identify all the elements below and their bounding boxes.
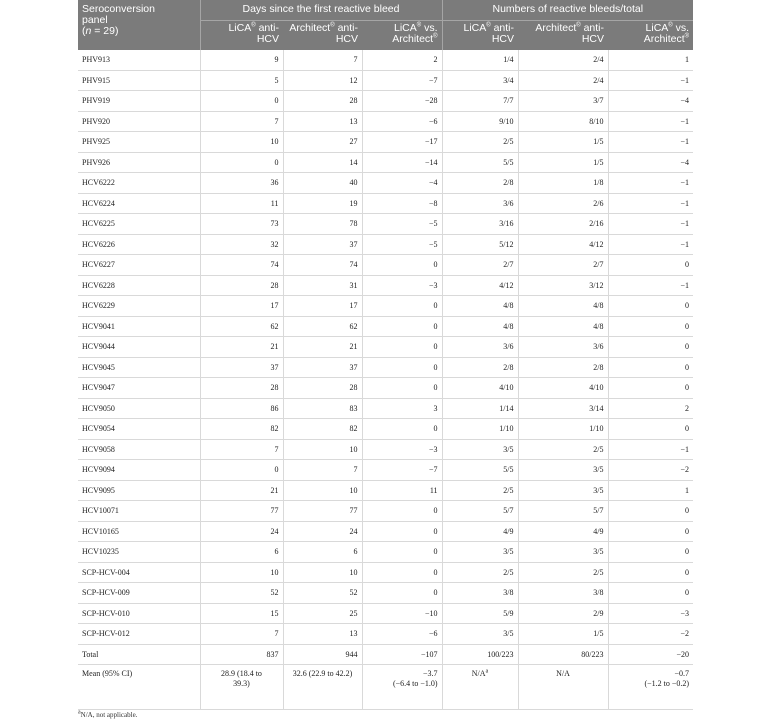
cell-bleeds-architect: 1/5 — [518, 624, 608, 645]
cell-bleeds-diff: 0 — [608, 542, 693, 563]
panel-header-n-var: n — [85, 25, 92, 37]
cell-panel-name: PHV919 — [78, 91, 200, 112]
cell-bleeds-lica: 5/5 — [442, 460, 518, 481]
cell-bleeds-lica: 3/16 — [442, 214, 518, 235]
cell-bleeds-diff: 0 — [608, 255, 693, 276]
cell-bleeds-lica: 2/5 — [442, 132, 518, 153]
cell-bleeds-diff: −1 — [608, 193, 693, 214]
cell-bleeds-architect: 4/9 — [518, 521, 608, 542]
cell-days-diff: −6 — [362, 111, 442, 132]
cell-bleeds-architect: 2/4 — [518, 70, 608, 91]
cell-bleeds-lica: 5/5 — [442, 152, 518, 173]
cell-days-lica: 10 — [200, 132, 283, 153]
table-row — [78, 337, 693, 358]
cell-days-architect: 17 — [283, 296, 362, 317]
cell-days-diff: 0 — [362, 296, 442, 317]
cell-bleeds-lica: 2/8 — [442, 357, 518, 378]
cell-days-architect: 40 — [283, 173, 362, 194]
cell-days-lica: 837 — [200, 644, 283, 665]
table-row — [78, 480, 693, 501]
cell-days-diff: 0 — [362, 337, 442, 358]
cell-bleeds-architect: 2/7 — [518, 255, 608, 276]
cell-bleeds-lica: 2/7 — [442, 255, 518, 276]
table-row — [78, 542, 693, 563]
cell-bleeds-architect: 4/8 — [518, 296, 608, 317]
cell-panel-name: HCV6224 — [78, 193, 200, 214]
cell-panel-name: HCV10235 — [78, 542, 200, 563]
table-row — [78, 419, 693, 440]
cell-bleeds-architect: 3/12 — [518, 275, 608, 296]
table-row — [78, 111, 693, 132]
cell-days-lica: 21 — [200, 480, 283, 501]
mean-bleeds-lica: $N/A^a$ — [442, 665, 518, 710]
cell-bleeds-lica: 5/12 — [442, 234, 518, 255]
panel-header-line2: panel — [82, 14, 108, 26]
mean-row — [78, 665, 693, 710]
cell-days-diff: 0 — [362, 521, 442, 542]
cell-panel-name: HCV9094 — [78, 460, 200, 481]
table-row — [78, 501, 693, 522]
cell-days-lica: 77 — [200, 501, 283, 522]
cell-panel-name: HCV9054 — [78, 419, 200, 440]
cell-bleeds-lica: 4/10 — [442, 378, 518, 399]
cell-bleeds-architect: 2/6 — [518, 193, 608, 214]
cell-days-architect: 14 — [283, 152, 362, 173]
table-row — [78, 583, 693, 604]
cell-panel-name: PHV926 — [78, 152, 200, 173]
cell-days-lica: 86 — [200, 398, 283, 419]
cell-days-architect: 62 — [283, 316, 362, 337]
cell-days-lica: 9 — [200, 50, 283, 70]
cell-bleeds-lica: 100/223 — [442, 644, 518, 665]
cell-days-lica: 11 — [200, 193, 283, 214]
cell-days-architect: 10 — [283, 562, 362, 583]
cell-bleeds-lica: 3/5 — [442, 624, 518, 645]
cell-days-diff: 0 — [362, 255, 442, 276]
cell-bleeds-architect: 2/8 — [518, 357, 608, 378]
table-row — [78, 152, 693, 173]
group-header-bleeds: Numbers of reactive bleeds/total — [442, 0, 693, 21]
cell-bleeds-diff: 1 — [608, 480, 693, 501]
cell-days-architect: 6 — [283, 542, 362, 563]
mean-days-lica: 28.9 (18.4 to 39.3) — [200, 665, 283, 710]
cell-days-architect: 78 — [283, 214, 362, 235]
cell-bleeds-diff: 0 — [608, 296, 693, 317]
cell-bleeds-architect: 2/4 — [518, 50, 608, 70]
cell-days-architect: 83 — [283, 398, 362, 419]
cell-days-architect: 27 — [283, 132, 362, 153]
cell-bleeds-architect: 3/5 — [518, 542, 608, 563]
cell-days-lica: 7 — [200, 439, 283, 460]
cell-panel-name: HCV9095 — [78, 480, 200, 501]
cell-days-architect: 19 — [283, 193, 362, 214]
cell-days-architect: 52 — [283, 583, 362, 604]
cell-bleeds-lica: 2/5 — [442, 480, 518, 501]
cell-bleeds-diff: 0 — [608, 562, 693, 583]
cell-panel-name: SCP-HCV-012 — [78, 624, 200, 645]
cell-bleeds-architect: 1/8 — [518, 173, 608, 194]
table-row — [78, 378, 693, 399]
cell-days-diff: −17 — [362, 132, 442, 153]
cell-panel-name: PHV920 — [78, 111, 200, 132]
cell-days-architect: 13 — [283, 624, 362, 645]
cell-bleeds-lica: 4/9 — [442, 521, 518, 542]
column-header-panel — [78, 0, 200, 50]
cell-bleeds-diff: 2 — [608, 398, 693, 419]
panel-header-line1: Seroconversion — [82, 3, 155, 15]
cell-days-diff: 0 — [362, 562, 442, 583]
cell-days-lica: 17 — [200, 296, 283, 317]
cell-days-lica: 36 — [200, 173, 283, 194]
cell-days-diff: 0 — [362, 501, 442, 522]
cell-days-architect: 31 — [283, 275, 362, 296]
mean-days-diff: −3.7 (−6.4 to −1.0) — [362, 665, 442, 710]
cell-days-lica: 74 — [200, 255, 283, 276]
cell-days-diff: 0 — [362, 419, 442, 440]
table-row — [78, 562, 693, 583]
cell-days-lica: 5 — [200, 70, 283, 91]
cell-days-lica: 0 — [200, 460, 283, 481]
table-row — [78, 296, 693, 317]
cell-days-architect: 13 — [283, 111, 362, 132]
cell-days-lica: 15 — [200, 603, 283, 624]
table-row — [78, 173, 693, 194]
cell-panel-name: PHV913 — [78, 50, 200, 70]
cell-days-diff: 2 — [362, 50, 442, 70]
table-row — [78, 275, 693, 296]
cell-days-diff: −107 — [362, 644, 442, 665]
cell-bleeds-lica: 3/8 — [442, 583, 518, 604]
cell-days-lica: 21 — [200, 337, 283, 358]
cell-bleeds-diff: 0 — [608, 316, 693, 337]
cell-days-diff: −14 — [362, 152, 442, 173]
cell-bleeds-lica: 7/7 — [442, 91, 518, 112]
cell-bleeds-architect: 2/5 — [518, 439, 608, 460]
table-row — [78, 460, 693, 481]
cell-days-diff: −6 — [362, 624, 442, 645]
cell-bleeds-diff: 0 — [608, 337, 693, 358]
seroconversion-table — [78, 0, 693, 710]
cell-days-lica: 52 — [200, 583, 283, 604]
cell-bleeds-diff: 1 — [608, 50, 693, 70]
cell-days-diff: −7 — [362, 460, 442, 481]
cell-panel-name: SCP-HCV-010 — [78, 603, 200, 624]
table-footnote — [78, 711, 137, 719]
cell-days-lica: 82 — [200, 419, 283, 440]
table-row — [78, 316, 693, 337]
cell-days-lica: 10 — [200, 562, 283, 583]
cell-days-architect: 7 — [283, 50, 362, 70]
cell-panel-name: HCV10071 — [78, 501, 200, 522]
cell-bleeds-diff: −2 — [608, 460, 693, 481]
cell-panel-name: HCV9045 — [78, 357, 200, 378]
cell-panel-name: HCV10165 — [78, 521, 200, 542]
cell-bleeds-diff: −2 — [608, 624, 693, 645]
cell-days-lica: 7 — [200, 624, 283, 645]
cell-bleeds-diff: 0 — [608, 419, 693, 440]
cell-bleeds-architect: 1/5 — [518, 152, 608, 173]
cell-days-lica: 28 — [200, 275, 283, 296]
group-header-days: Days since the first reactive bleed — [200, 0, 442, 21]
cell-days-lica: 37 — [200, 357, 283, 378]
column-header-days-architect: Architect® anti- HCV — [283, 21, 362, 51]
table-header — [78, 0, 693, 50]
cell-panel-name: HCV6226 — [78, 234, 200, 255]
table-body — [78, 50, 693, 710]
cell-days-diff: −10 — [362, 603, 442, 624]
cell-days-diff: 0 — [362, 583, 442, 604]
cell-days-diff: −5 — [362, 234, 442, 255]
cell-days-architect: 12 — [283, 70, 362, 91]
table-row — [78, 70, 693, 91]
cell-days-architect: 74 — [283, 255, 362, 276]
cell-panel-name: PHV915 — [78, 70, 200, 91]
cell-days-lica: 0 — [200, 152, 283, 173]
cell-bleeds-architect: 2/9 — [518, 603, 608, 624]
cell-days-lica: 6 — [200, 542, 283, 563]
cell-panel-name: HCV9041 — [78, 316, 200, 337]
table-row — [78, 234, 693, 255]
cell-bleeds-architect: 80/223 — [518, 644, 608, 665]
cell-days-architect: 82 — [283, 419, 362, 440]
cell-bleeds-lica: 1/4 — [442, 50, 518, 70]
total-row — [78, 644, 693, 665]
cell-bleeds-diff: 0 — [608, 378, 693, 399]
mean-label: Mean (95% CI) — [78, 665, 200, 710]
cell-bleeds-lica: 3/4 — [442, 70, 518, 91]
cell-days-architect: 24 — [283, 521, 362, 542]
cell-panel-name: SCP-HCV-004 — [78, 562, 200, 583]
cell-bleeds-diff: −3 — [608, 603, 693, 624]
cell-days-architect: 28 — [283, 91, 362, 112]
cell-panel-name: HCV9050 — [78, 398, 200, 419]
cell-bleeds-lica: 2/5 — [442, 562, 518, 583]
cell-days-diff: −5 — [362, 214, 442, 235]
cell-panel-name: HCV6227 — [78, 255, 200, 276]
cell-bleeds-diff: −1 — [608, 214, 693, 235]
cell-bleeds-architect: 3/6 — [518, 337, 608, 358]
cell-days-lica: 0 — [200, 91, 283, 112]
cell-bleeds-diff: 0 — [608, 583, 693, 604]
cell-bleeds-diff: −1 — [608, 173, 693, 194]
cell-bleeds-diff: 0 — [608, 501, 693, 522]
cell-panel-name: HCV6222 — [78, 173, 200, 194]
cell-bleeds-lica: 3/5 — [442, 439, 518, 460]
column-header-days-lica: LiCA® anti- HCV — [200, 21, 283, 51]
cell-bleeds-architect: 4/8 — [518, 316, 608, 337]
footnote-text: N/A, not applicable. — [80, 711, 138, 719]
cell-days-architect: 28 — [283, 378, 362, 399]
panel-header-n-value: = 29) — [91, 25, 119, 37]
cell-days-diff: −8 — [362, 193, 442, 214]
cell-bleeds-architect: 3/5 — [518, 460, 608, 481]
table-row — [78, 603, 693, 624]
cell-bleeds-architect: 3/7 — [518, 91, 608, 112]
cell-bleeds-lica: 9/10 — [442, 111, 518, 132]
cell-days-lica: 28 — [200, 378, 283, 399]
cell-days-diff: −28 — [362, 91, 442, 112]
mean-bleeds-diff: −0.7 (−1.2 to −0.2) — [608, 665, 693, 710]
table-row — [78, 357, 693, 378]
cell-days-lica: 7 — [200, 111, 283, 132]
cell-bleeds-diff: −1 — [608, 111, 693, 132]
cell-days-architect: 10 — [283, 480, 362, 501]
cell-days-diff: −4 — [362, 173, 442, 194]
table-row — [78, 132, 693, 153]
cell-bleeds-lica: 3/6 — [442, 193, 518, 214]
table-row — [78, 255, 693, 276]
cell-days-architect: 21 — [283, 337, 362, 358]
cell-bleeds-lica: 3/6 — [442, 337, 518, 358]
cell-bleeds-diff: −20 — [608, 644, 693, 665]
cell-days-architect: 10 — [283, 439, 362, 460]
cell-days-diff: −7 — [362, 70, 442, 91]
cell-days-architect: 7 — [283, 460, 362, 481]
cell-bleeds-diff: −1 — [608, 132, 693, 153]
cell-bleeds-architect: 4/12 — [518, 234, 608, 255]
cell-bleeds-architect: 1/10 — [518, 419, 608, 440]
table-row — [78, 521, 693, 542]
cell-days-lica: 73 — [200, 214, 283, 235]
cell-bleeds-diff: −1 — [608, 439, 693, 460]
cell-panel-name: HCV9058 — [78, 439, 200, 460]
cell-bleeds-architect: 5/7 — [518, 501, 608, 522]
cell-bleeds-lica: 3/5 — [442, 542, 518, 563]
cell-bleeds-diff: 0 — [608, 521, 693, 542]
cell-bleeds-architect: 3/14 — [518, 398, 608, 419]
cell-days-architect: 25 — [283, 603, 362, 624]
table-row — [78, 439, 693, 460]
table-row — [78, 91, 693, 112]
mean-bleeds-architect: N/A — [518, 665, 608, 710]
cell-bleeds-diff: −1 — [608, 70, 693, 91]
cell-days-diff: 0 — [362, 316, 442, 337]
cell-days-architect: 77 — [283, 501, 362, 522]
data-table-container — [78, 0, 693, 710]
cell-panel-name: HCV6229 — [78, 296, 200, 317]
panel-header-n-open: ( — [82, 25, 86, 37]
cell-bleeds-architect: 2/5 — [518, 562, 608, 583]
cell-days-diff: 0 — [362, 378, 442, 399]
cell-panel-name: HCV9047 — [78, 378, 200, 399]
cell-bleeds-diff: −1 — [608, 234, 693, 255]
table-row — [78, 398, 693, 419]
cell-bleeds-diff: −1 — [608, 275, 693, 296]
cell-bleeds-architect: 8/10 — [518, 111, 608, 132]
cell-bleeds-architect: 4/10 — [518, 378, 608, 399]
cell-days-architect: 37 — [283, 357, 362, 378]
table-row — [78, 50, 693, 70]
column-header-bleeds-diff: LiCA® vs. Architect® — [608, 21, 693, 51]
cell-bleeds-diff: −4 — [608, 91, 693, 112]
cell-bleeds-lica: 1/14 — [442, 398, 518, 419]
cell-bleeds-architect: 3/5 — [518, 480, 608, 501]
cell-days-architect: 37 — [283, 234, 362, 255]
cell-bleeds-diff: 0 — [608, 357, 693, 378]
table-row — [78, 193, 693, 214]
column-header-bleeds-lica: LiCA® anti- HCV — [442, 21, 518, 51]
cell-days-diff: 0 — [362, 357, 442, 378]
cell-panel-name: PHV925 — [78, 132, 200, 153]
footnote-marker: a — [78, 709, 81, 716]
cell-bleeds-lica: 1/10 — [442, 419, 518, 440]
cell-days-lica: 32 — [200, 234, 283, 255]
table-row — [78, 214, 693, 235]
cell-panel-name: SCP-HCV-009 — [78, 583, 200, 604]
cell-bleeds-architect: 3/8 — [518, 583, 608, 604]
column-header-days-diff: LiCA® vs. Architect® — [362, 21, 442, 51]
mean-days-architect: 32.6 (22.9 to 42.2) — [283, 665, 362, 710]
cell-days-diff: 11 — [362, 480, 442, 501]
cell-days-diff: 0 — [362, 542, 442, 563]
cell-bleeds-diff: −4 — [608, 152, 693, 173]
cell-panel-name: Total — [78, 644, 200, 665]
cell-bleeds-lica: 4/12 — [442, 275, 518, 296]
cell-bleeds-lica: 5/7 — [442, 501, 518, 522]
cell-panel-name: HCV6225 — [78, 214, 200, 235]
cell-days-architect: 944 — [283, 644, 362, 665]
cell-days-lica: 24 — [200, 521, 283, 542]
cell-days-diff: 3 — [362, 398, 442, 419]
cell-panel-name: HCV6228 — [78, 275, 200, 296]
cell-bleeds-lica: 5/9 — [442, 603, 518, 624]
cell-panel-name: HCV9044 — [78, 337, 200, 358]
cell-days-diff: −3 — [362, 275, 442, 296]
table-row — [78, 624, 693, 645]
cell-bleeds-lica: 4/8 — [442, 296, 518, 317]
cell-days-lica: 62 — [200, 316, 283, 337]
cell-bleeds-lica: 4/8 — [442, 316, 518, 337]
cell-days-diff: −3 — [362, 439, 442, 460]
cell-bleeds-architect: 2/16 — [518, 214, 608, 235]
cell-bleeds-architect: 1/5 — [518, 132, 608, 153]
cell-bleeds-lica: 2/8 — [442, 173, 518, 194]
column-header-bleeds-architect: Architect® anti- HCV — [518, 21, 608, 51]
